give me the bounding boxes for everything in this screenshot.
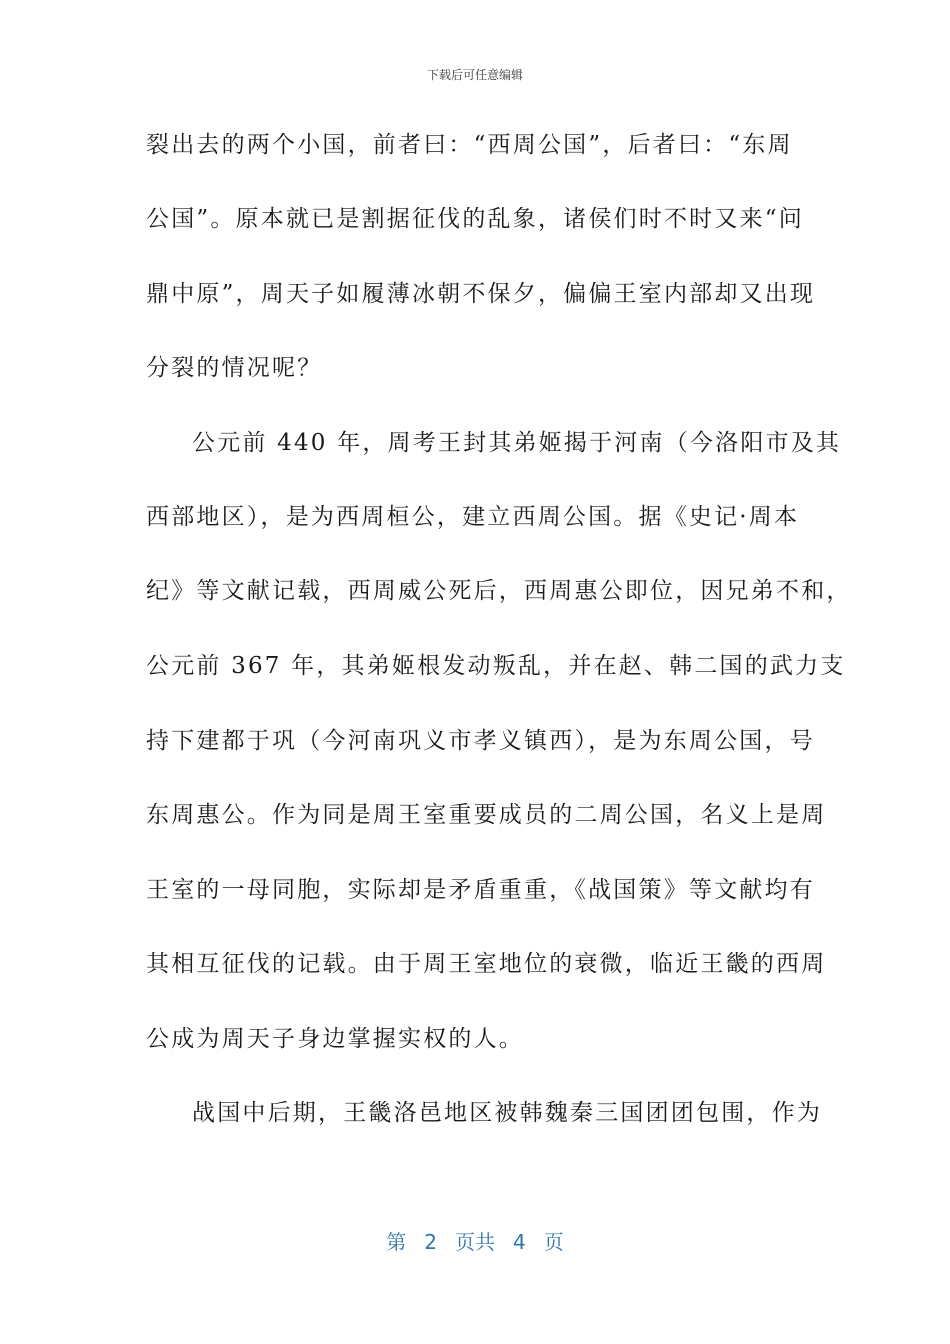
paragraph-first-line: 公元前 440 年，周考王封其弟姬揭于河南（今洛阳市及其	[192, 430, 842, 456]
page-header-note: 下载后可任意编辑	[426, 68, 523, 82]
text-line: 东周惠公。作为同是周王室重要成员的二周公国，名义上是周	[146, 802, 827, 828]
text-line: 其相互征伐的记载。由于周王室地位的衰微，临近王畿的西周	[146, 951, 827, 977]
text-line: 纪》等文献记载，西周威公死后，西周惠公即位，因兄弟不和，	[146, 578, 852, 604]
page-mid: 页共	[455, 1230, 495, 1254]
text-line: 公元前 367 年，其弟姬根发动叛乱，并在赵、韩二国的武力支	[146, 653, 846, 679]
text-line: 裂出去的两个小国，前者曰：“西周公国”，后者曰：“东周	[146, 132, 793, 158]
page-prefix: 第	[386, 1230, 407, 1254]
text-line: 公国”。原本就已是割据征伐的乱象，诸侯们时不时又来“问	[146, 206, 804, 232]
page-total-number: 4	[513, 1230, 526, 1254]
text-line: 分裂的情况呢？	[146, 355, 323, 381]
paragraph-first-line: 战国中后期，王畿洛邑地区被韩魏秦三国团团包围，作为	[192, 1100, 822, 1126]
text-line: 王室的一母同胞，实际却是矛盾重重，《战国策》等文献均有	[146, 877, 815, 903]
page-footer	[0, 1226, 950, 1255]
text-line: 持下建都于巩（今河南巩义市孝义镇西），是为东周公国，号	[146, 728, 815, 754]
text-line: 公成为周天子身边掌握实权的人。	[146, 1026, 524, 1052]
text-line: 鼎中原”，周天子如履薄冰朝不保夕，偏偏王室内部却又出现	[146, 281, 816, 307]
page-suffix: 页	[543, 1230, 564, 1254]
text-line: 西部地区），是为西周桓公，建立西周公国。据《史记·周本	[146, 504, 800, 530]
page-current-number: 2	[424, 1230, 437, 1254]
